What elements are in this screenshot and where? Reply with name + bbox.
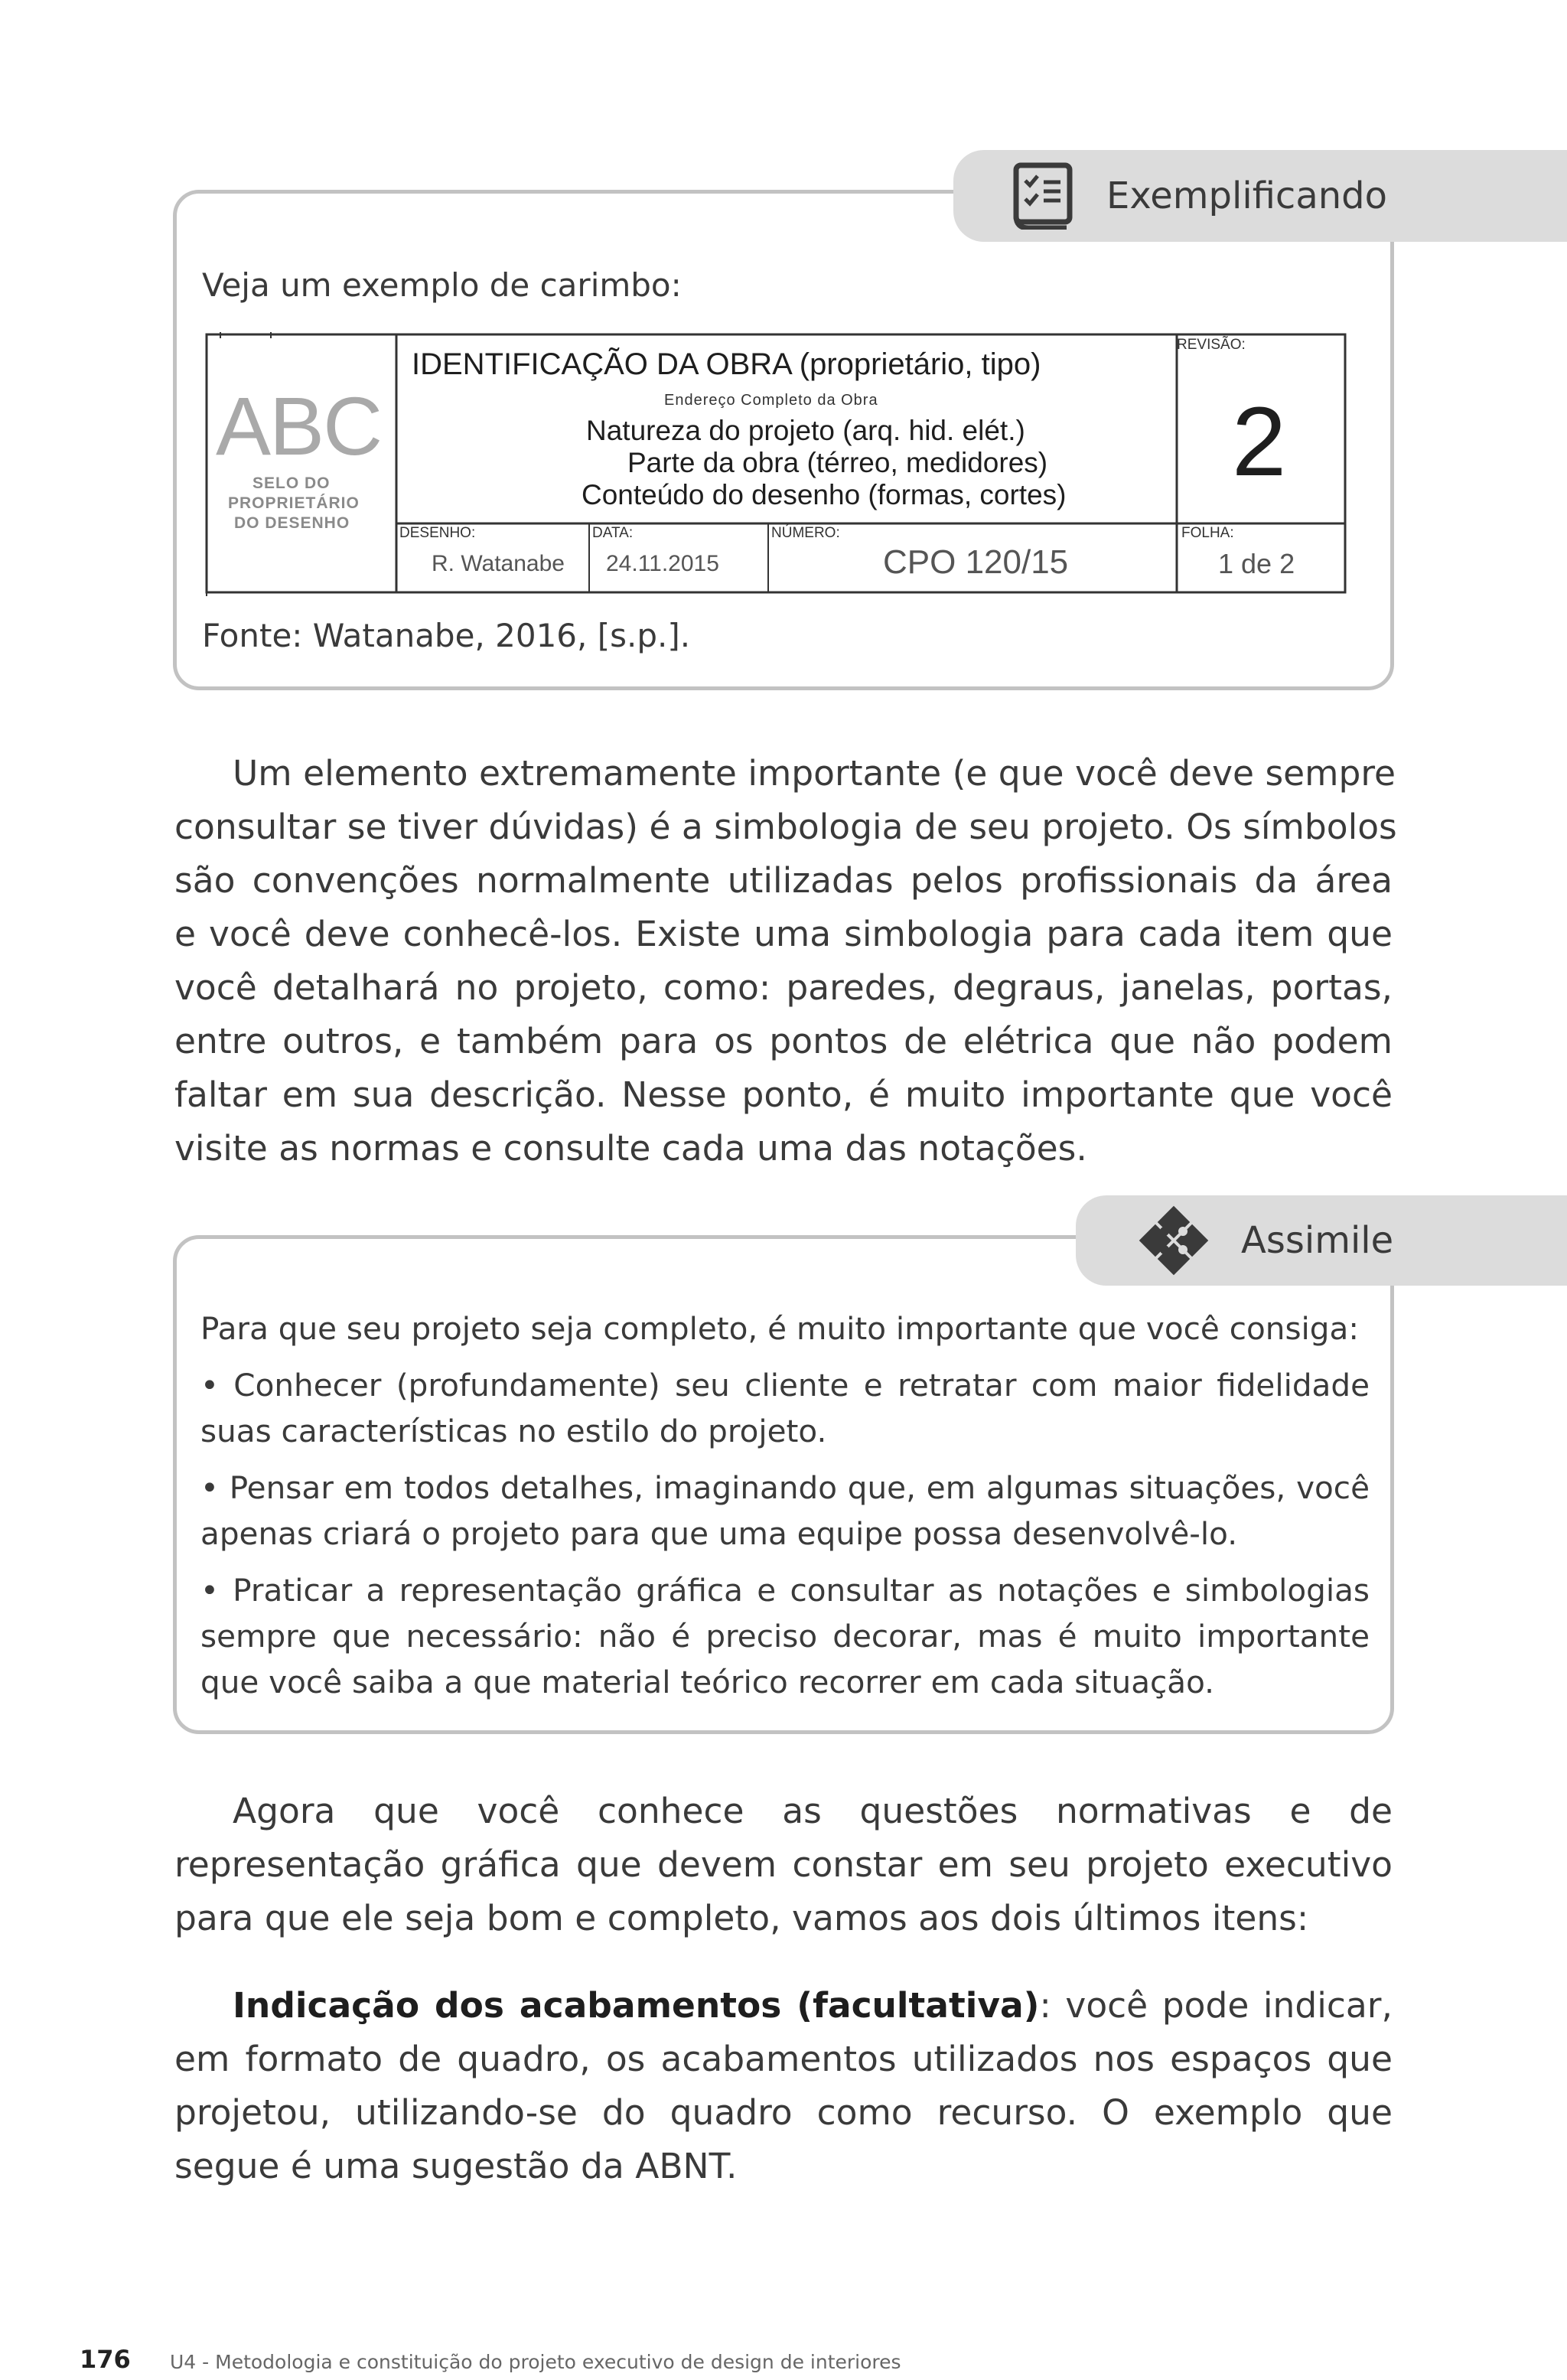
page-number: 176 xyxy=(80,2345,131,2374)
stamp-data-value: 24.11.2015 xyxy=(606,551,719,576)
stamp-numero-label: NÚMERO: xyxy=(771,525,840,541)
paragraph-line: você detalhará no projeto, como: paredes, degraus, janelas, portas, xyxy=(174,967,1393,1008)
assimile-tab xyxy=(1076,1195,1567,1286)
stamp-folha-value: 1 de 2 xyxy=(1218,548,1295,579)
stamp-revisao-value: 2 xyxy=(1232,387,1287,497)
paragraph-line: em formato de quadro, os acabamentos utilizados nos espaços que xyxy=(174,2039,1393,2079)
paragraph-acabamentos xyxy=(174,1979,1393,2193)
stamp-revisao-label: REVISÃO: xyxy=(1177,337,1246,353)
puzzle-icon xyxy=(1132,1199,1215,1282)
assimile-bullet2-line: • Pensar em todos detalhes, imaginando que, em algumas situações, você xyxy=(200,1469,1370,1506)
stamp-desenho-label: DESENHO: xyxy=(399,525,476,541)
assimile-bullet1-line: suas características no estilo do projeto. xyxy=(200,1413,827,1449)
paragraph-line xyxy=(174,1979,1393,2033)
exemplificando-title: Exemplificando xyxy=(1106,174,1387,217)
stamp-seal-line2: PROPRIETÁRIO xyxy=(228,494,360,512)
assimile-bullet3-line: que você saiba a que material teórico recorrer em cada situação. xyxy=(200,1664,1215,1700)
exemplificando-source: Fonte: Watanabe, 2016, [s.p.]. xyxy=(202,617,691,654)
paragraph-line: Um elemento extremamente importante (e que você deve sempre xyxy=(233,753,1396,794)
paragraph-agora xyxy=(174,1785,1393,1945)
assimile-intro: Para que seu projeto seja completo, é muito importante que você consiga: xyxy=(200,1310,1359,1347)
paragraph-line: faltar em sua descrição. Nesse ponto, é muito importante que você xyxy=(174,1074,1393,1115)
stamp-folha-label: FOLHA: xyxy=(1181,525,1234,541)
acabamentos-line1-rest: : você pode indicar, xyxy=(1039,1985,1393,2026)
stamp-desenho-value: R. Watanabe xyxy=(432,551,565,576)
assimile-title: Assimile xyxy=(1241,1219,1394,1262)
paragraph-line: para que ele seja bom e completo, vamos aos dois últimos itens: xyxy=(174,1898,1309,1938)
paragraph-line: visite as normas e consulte cada uma das notações. xyxy=(174,1128,1087,1169)
paragraph-line: Agora que você conhece as questões normativas e de xyxy=(233,1791,1393,1831)
exemplificando-intro: Veja um exemplo de carimbo: xyxy=(202,266,682,304)
assimile-bullet3-line: sempre que necessário: não é preciso decorar, mas é muito importante xyxy=(200,1618,1370,1655)
paragraph-line: representação gráfica que devem constar em seu projeto executivo xyxy=(174,1844,1393,1885)
assimile-content xyxy=(200,1306,1370,1705)
paragraph-line: consultar se tiver dúvidas) é a simbologia de seu projeto. Os símbolos xyxy=(174,807,1397,847)
stamp-line2: Endereço Completo da Obra xyxy=(664,392,878,409)
stamp-logo: ABC xyxy=(216,380,382,472)
paragraph-simbologia xyxy=(174,747,1397,1175)
paragraph-line: segue é uma sugestão da ABNT. xyxy=(174,2146,738,2186)
stamp-line4: Parte da obra (térreo, medidores) xyxy=(627,447,1048,478)
paragraph-line: são convenções normalmente utilizadas pelos profissionais da área xyxy=(174,860,1393,901)
acabamentos-heading: Indicação dos acabamentos (facultativa) xyxy=(233,1985,1040,2026)
stamp-line3: Natureza do projeto (arq. hid. elét.) xyxy=(586,415,1025,446)
paragraph-line: entre outros, e também para os pontos de elétrica que não podem xyxy=(174,1021,1393,1061)
stamp-line5: Conteúdo do desenho (formas, cortes) xyxy=(582,479,1067,510)
paragraph-line: projetou, utilizando-se do quadro como recurso. O exemplo que xyxy=(174,2092,1393,2133)
assimile-bullet3-line: • Praticar a representação gráfica e consultar as notações e simbologias xyxy=(200,1572,1370,1609)
stamp-seal-line3: DO DESENHO xyxy=(234,514,350,532)
stamp-data-label: DATA: xyxy=(592,525,634,541)
assimile-bullet1-line: • Conhecer (profundamente) seu cliente e retratar com maior fidelidade xyxy=(200,1367,1370,1404)
checklist-icon xyxy=(1012,162,1076,230)
footer-text: U4 - Metodologia e constituição do projeto executivo de design de interiores xyxy=(170,2351,901,2373)
assimile-bullet2-line: apenas criará o projeto para que uma equipe possa desenvolvê-lo. xyxy=(200,1515,1238,1552)
exemplificando-tab xyxy=(953,150,1567,242)
stamp-seal-line1: SELO DO xyxy=(252,474,331,492)
title-block-stamp xyxy=(205,332,1348,592)
stamp-numero-value: CPO 120/15 xyxy=(883,543,1069,581)
paragraph-line: e você deve conhecê-los. Existe uma simbologia para cada item que xyxy=(174,914,1393,954)
stamp-line1: IDENTIFICAÇÃO DA OBRA (proprietário, tipo) xyxy=(412,347,1041,381)
